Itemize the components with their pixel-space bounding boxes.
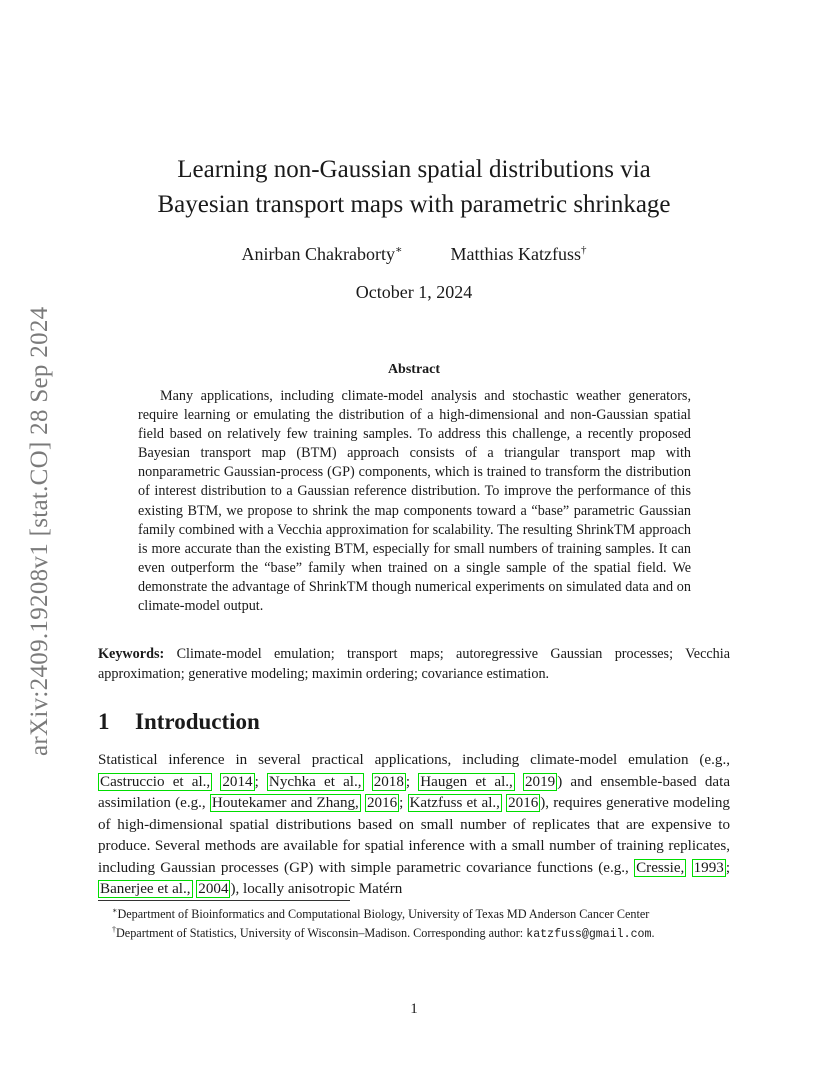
abstract-heading: Abstract bbox=[387, 362, 441, 377]
citation-katzfuss[interactable]: Katzfuss et al., bbox=[409, 795, 500, 811]
footnote-1 bbox=[98, 903, 730, 922]
citation-cressie[interactable]: Cressie, bbox=[636, 859, 685, 876]
footnote-divider bbox=[98, 900, 350, 901]
intro-text-4: ), locally anisotropic Matérn bbox=[230, 881, 403, 897]
arxiv-identifier-stamp: arXiv:2409.19208v1 [stat.CO] 28 Sep 2024 bbox=[26, 306, 53, 756]
citation-banerjee[interactable]: Banerjee et al., bbox=[100, 881, 191, 897]
footnote-2-email[interactable]: katzfuss@gmail.com bbox=[526, 928, 652, 942]
intro-text-2: ) and ensemble-based data assimilation (e.g., bbox=[98, 773, 731, 811]
citation-cressie-year[interactable]: 1993 bbox=[693, 859, 724, 876]
citation-castruccio-year[interactable]: 2014 bbox=[222, 773, 253, 790]
citation-houtekamer-year[interactable]: 2016 bbox=[366, 795, 398, 811]
section-heading-introduction bbox=[98, 709, 730, 735]
citation-houtekamer[interactable]: Houtekamer and Zhang, bbox=[211, 795, 359, 811]
intro-sep-1: ; bbox=[254, 773, 267, 790]
author-2-footnote-mark[interactable]: † bbox=[580, 244, 587, 256]
footnote-2 bbox=[98, 922, 730, 943]
title-line-1: Learning non-Gaussian spatial distributions via bbox=[177, 156, 651, 183]
footnote-2-text: Department of Statistics, University of Wisconsin–Madison. Corresponding author: bbox=[116, 926, 527, 941]
page-number: 1 bbox=[410, 1001, 418, 1017]
publication-date: October 1, 2024 bbox=[355, 282, 473, 302]
citation-haugen[interactable]: Haugen et al., bbox=[420, 773, 513, 790]
intro-text-3: ), requires generative modeling of high-dimensional spatial distributions based on small number of replicates that are expensive to produce. Several methods are available for spatial inference with a small number of training replicates, including Gaussian processes (GP) with simple parametric covariance functions (e.g., bbox=[98, 795, 730, 876]
author-1-name: Anirban Chakraborty bbox=[241, 244, 395, 264]
section-number: 1 bbox=[98, 709, 110, 734]
footnote-1-mark: ∗ bbox=[112, 906, 118, 915]
author-2-name: Matthias Katzfuss bbox=[450, 244, 581, 264]
paper-title bbox=[98, 152, 730, 222]
footnotes bbox=[98, 903, 730, 944]
author-list bbox=[98, 243, 730, 265]
intro-sep-6: ; bbox=[725, 859, 731, 876]
footnote-2-end: . bbox=[651, 926, 655, 941]
author-1-footnote-mark[interactable]: ∗ bbox=[395, 244, 403, 256]
intro-sep-2: ; bbox=[405, 773, 419, 790]
citation-katzfuss-year[interactable]: 2016 bbox=[508, 795, 539, 811]
citation-castruccio[interactable]: Castruccio et al., bbox=[100, 773, 211, 790]
footnote-1-text: Department of Bioinformatics and Computational Biology, University of Texas MD Anderson Cancer Center bbox=[117, 907, 650, 922]
keywords-label: Keywords: bbox=[98, 646, 165, 662]
abstract-text: Many applications, including climate-model analysis and stochastic weather generators, require learning or emulating the distribution of a high-dimensional and non-Gaussian spatial field based on relatively few training samples. To address this challenge, a recently proposed Bayesian transport map (BTM) approach consists of a triangular transport map with nonparametric Gaussian-process (GP) components, which is trained to transform the distribution of interest distribution to a Gaussian reference distribution. To improve the performance of this existing BTM, we propose to shrink the map components toward a “base” parametric Gaussian family combined with a Vecchia approximation for scalability. The resulting ShrinkTM approach is more accurate than the existing BTM, especially for small numbers of training samples. It can even outperform the “base” family when trained on a single sample of the spatial field. We demonstrate the advantage of ShrinkTM though numerical experiments on simulated data and on climate-model output. bbox=[138, 388, 691, 615]
keywords bbox=[98, 645, 730, 684]
citation-nychka-year[interactable]: 2018 bbox=[373, 773, 404, 790]
footnote-2-mark: † bbox=[112, 925, 116, 935]
intro-sep-4: ; bbox=[399, 795, 408, 811]
citation-banerjee-year[interactable]: 2004 bbox=[198, 881, 229, 897]
keywords-text: Climate-model emulation; transport maps; autoregressive Gaussian processes; Vecchia approximation; generative modeling; maximin ordering; covariance estimation. bbox=[98, 646, 730, 682]
intro-text-1: Statistical inference in several practical applications, including climate-model emulation (e.g., bbox=[98, 752, 730, 768]
citation-haugen-year[interactable]: 2019 bbox=[525, 773, 556, 790]
citation-nychka[interactable]: Nychka et al., bbox=[268, 773, 362, 790]
introduction-paragraph bbox=[98, 750, 730, 901]
author-2 bbox=[450, 244, 586, 265]
title-line-2: Bayesian transport maps with parametric shrinkage bbox=[157, 191, 671, 218]
section-title: Introduction bbox=[135, 709, 260, 734]
author-1 bbox=[242, 243, 403, 265]
